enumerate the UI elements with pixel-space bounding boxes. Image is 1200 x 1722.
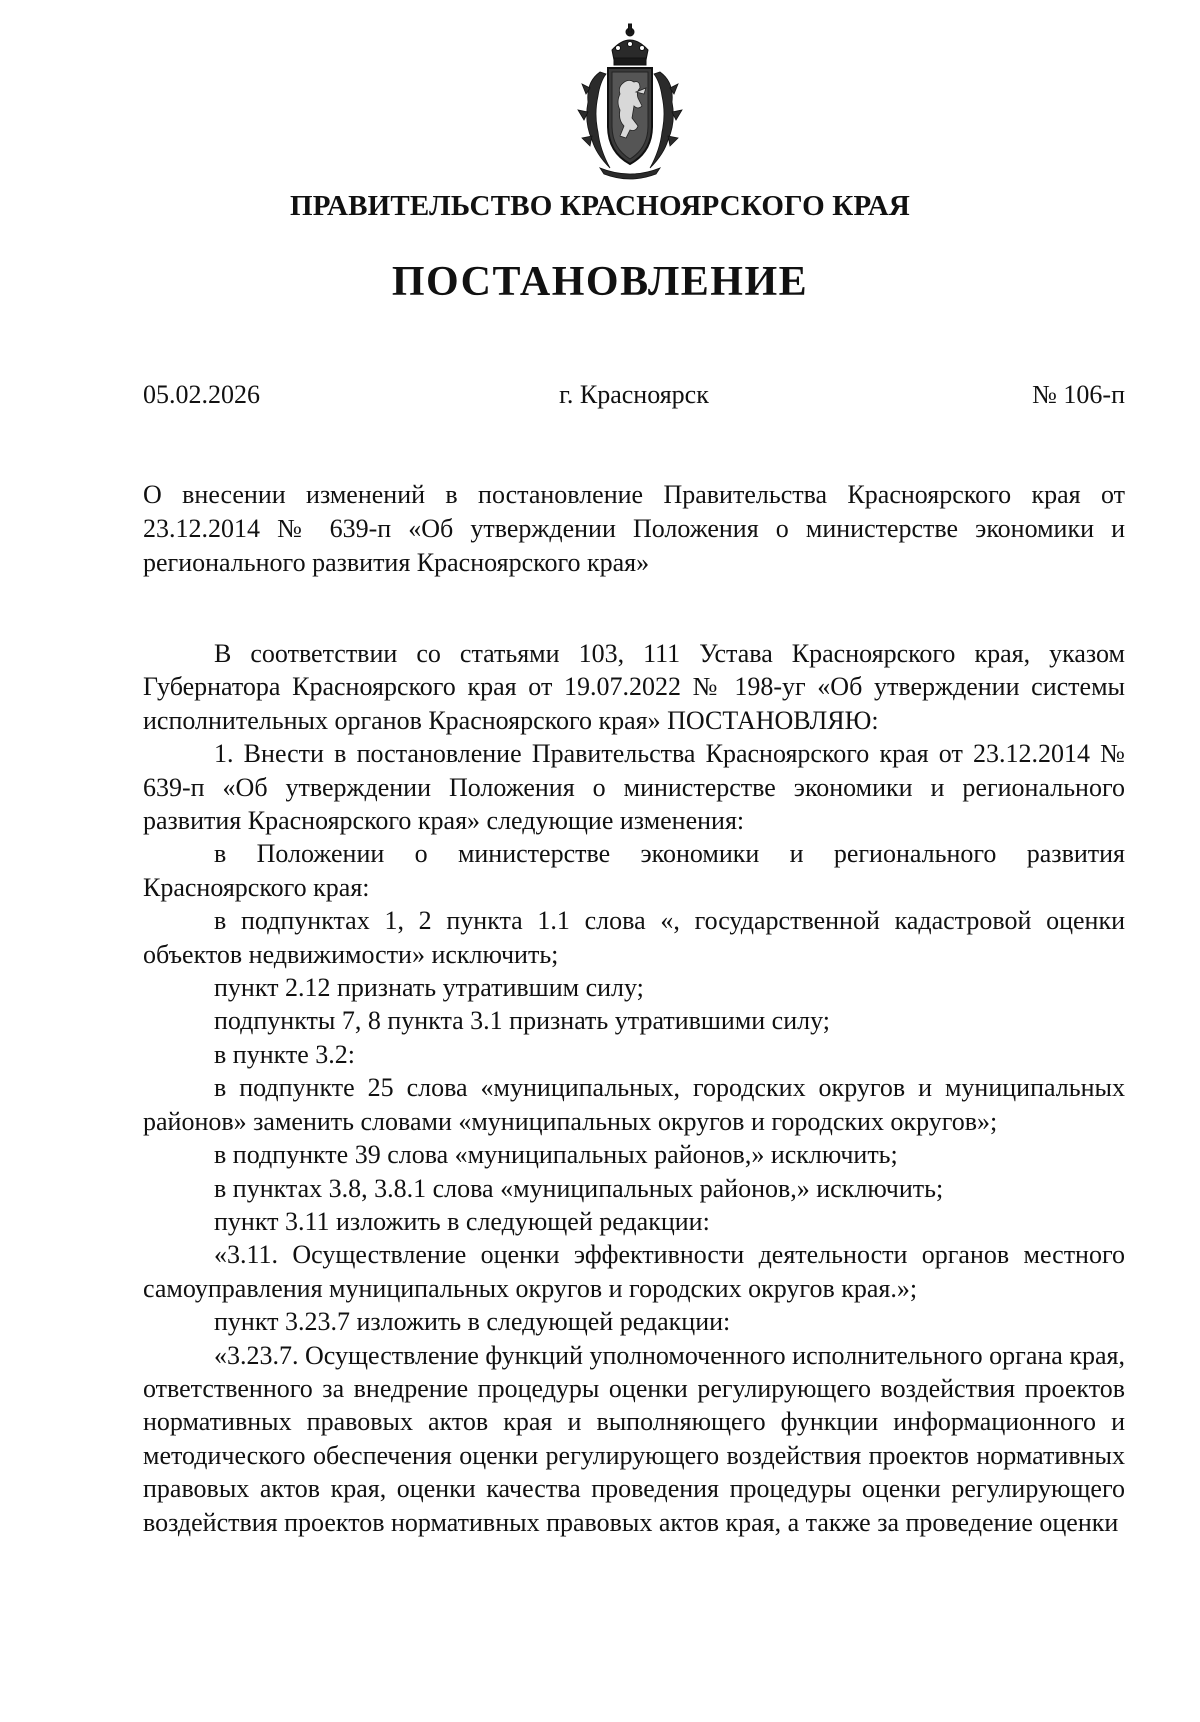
- body-paragraph: в пунктах 3.8, 3.8.1 слова «муниципальных районов,» исключить;: [214, 1173, 944, 1203]
- body-paragraph: 1. Внести в постановление Правительства Красноярского края от 23.12.2014 № 639-п «Об утверждении Положения о министерстве экономики и регионального развития Красноярского края» следующие изменения:: [143, 739, 1125, 836]
- body-paragraph: в Положении о министерстве экономики и регионального развития Красноярского края:: [143, 839, 1125, 902]
- body-paragraph: в подпункте 25 слова «муниципальных, городских округов и муниципальных районов» заменить словами «муниципальных округов и городских округов»;: [143, 1073, 1125, 1136]
- body-paragraph: «3.23.7. Осуществление функций уполномоченного исполнительного органа края, ответственного за внедрение процедуры оценки регулирующего воздействия проектов нормативных правовых актов края и выполняющего функции информационного и методического обеспечения оценки регулирующего воздействия проектов нормативных правовых актов края, оценки качества проведения процедуры оценки регулирующего воздействия проектов нормативных правовых актов края, а также за проведение оценки: [143, 1340, 1125, 1537]
- document-body: [143, 637, 1125, 1539]
- document-subject: О внесении изменений в постановление Правительства Красноярского края от 23.12.2014 № 639-п «Об утверждении Положения о министерстве экономики и регионального развития Красноярского края»: [143, 480, 1125, 577]
- body-paragraph: подпункты 7, 8 пункта 3.1 признать утратившими силу;: [214, 1006, 830, 1036]
- document-type-title: ПОСТАНОВЛЕНИЕ: [391, 259, 809, 305]
- document-city: г. Красноярск: [559, 380, 709, 409]
- document-number: № 106-п: [1032, 380, 1125, 409]
- body-paragraph: «3.11. Осуществление оценки эффективности деятельности органов местного самоуправления муниципальных округов и городских округов края.»;: [143, 1240, 1125, 1303]
- body-paragraph: В соответствии со статьями 103, 111 Устава Красноярского края, указом Губернатора Красноярского края от 19.07.2022 № 198-уг «Об утверждении системы исполнительных органов Красноярского края» ПОСТАНОВЛЯЮ:: [143, 639, 1125, 735]
- body-paragraph: в пункте 3.2:: [214, 1039, 356, 1069]
- body-paragraph: в подпункте 39 слова «муниципальных районов,» исключить;: [214, 1140, 898, 1170]
- body-paragraph: в подпунктах 1, 2 пункта 1.1 слова «, государственной кадастровой оценки объектов недвижимости» исключить;: [143, 906, 1125, 969]
- body-paragraph: пункт 3.23.7 изложить в следующей редакции:: [214, 1307, 731, 1337]
- document-date: 05.02.2026: [143, 380, 260, 409]
- document-meta-row: [143, 380, 1125, 414]
- coat-of-arms-icon: [570, 22, 690, 182]
- body-paragraph: пункт 3.11 изложить в следующей редакции:: [214, 1206, 710, 1236]
- organization-name: ПРАВИТЕЛЬСТВО КРАСНОЯРСКОГО КРАЯ: [289, 190, 911, 222]
- body-paragraph: пункт 2.12 признать утратившим силу;: [214, 973, 644, 1003]
